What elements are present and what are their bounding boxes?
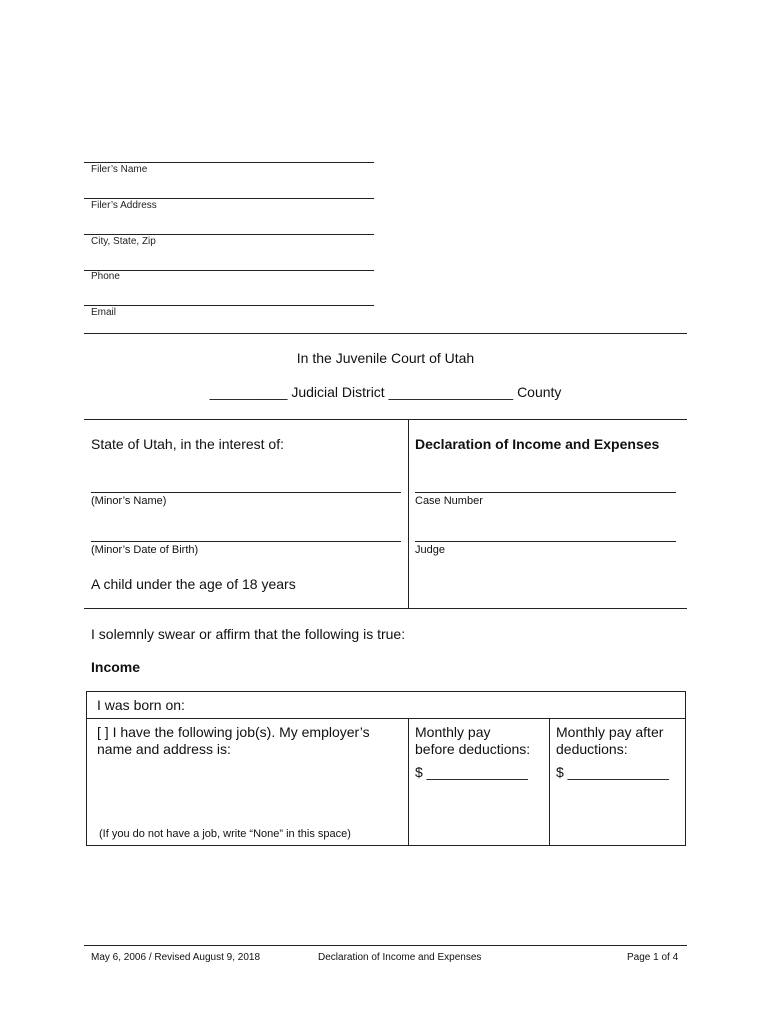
judge-label: Judge — [415, 544, 445, 556]
filer-phone-line[interactable] — [84, 270, 374, 271]
minor-dob-label: (Minor’s Date of Birth) — [91, 544, 199, 556]
filer-address-label: Filer’s Address — [91, 200, 157, 211]
pay-after-amount[interactable]: $ _____________ — [556, 764, 669, 780]
case-number-label: Case Number — [415, 495, 483, 507]
filer-address-line[interactable] — [84, 198, 374, 199]
district-label: Judicial District — [291, 384, 385, 400]
county-label: County — [517, 384, 562, 400]
pay-before-cell — [415, 724, 530, 758]
footer-divider — [84, 945, 687, 946]
pay-before-label1: Monthly pay — [415, 724, 491, 740]
pay-after-label1: Monthly pay after — [556, 724, 664, 740]
district-blank[interactable]: __________ — [209, 384, 288, 400]
judge-blank[interactable] — [415, 541, 676, 542]
jobs-cell-text — [97, 724, 370, 758]
child-note: A child under the age of 18 years — [91, 576, 296, 592]
court-title: In the Juvenile Court of Utah — [296, 350, 475, 366]
interest-of-text: State of Utah, in the interest of: — [91, 436, 284, 452]
job-checkbox[interactable]: [ ] — [97, 724, 109, 740]
caption-bottom-divider — [84, 608, 687, 609]
pay-before-label2: before deductions: — [415, 741, 531, 757]
jobs-text-line1: I have the following job(s). My employer’s — [112, 724, 370, 740]
minor-name-blank[interactable] — [91, 492, 401, 493]
footer-page-number: Page 1 of 4 — [627, 952, 679, 963]
filer-email-line[interactable] — [84, 305, 374, 306]
born-on-field[interactable]: I was born on: — [97, 697, 185, 713]
jobs-text-line2: name and address is: — [97, 741, 231, 757]
filer-email-label: Email — [91, 307, 117, 318]
filer-city-line[interactable] — [84, 234, 374, 235]
footer-title: Declaration of Income and Expenses — [318, 952, 482, 963]
minor-name-label: (Minor’s Name) — [91, 495, 167, 507]
case-number-blank[interactable] — [415, 492, 676, 493]
oath-statement: I solemnly swear or affirm that the following is true: — [91, 626, 406, 642]
table-row-divider — [87, 718, 685, 719]
pay-after-cell — [556, 724, 663, 758]
no-job-note: (If you do not have a job, write “None” in this space) — [99, 828, 351, 840]
county-blank[interactable]: ________________ — [388, 384, 514, 400]
pay-before-amount[interactable]: $ _____________ — [415, 764, 528, 780]
minor-dob-blank[interactable] — [91, 541, 401, 542]
filer-city-label: City, State, Zip — [91, 236, 156, 247]
table-col-divider-2 — [549, 718, 550, 845]
income-heading: Income — [91, 659, 141, 675]
pay-after-label2: deductions: — [556, 741, 628, 757]
section-divider — [84, 333, 687, 334]
district-county-line — [84, 384, 687, 400]
footer-dates: May 6, 2006 / Revised August 9, 2018 — [91, 952, 260, 963]
table-col-divider-1 — [408, 718, 409, 845]
document-title: Declaration of Income and Expenses — [415, 436, 660, 452]
filer-name-line[interactable] — [84, 162, 374, 163]
filer-phone-label: Phone — [91, 271, 120, 282]
filer-name-label: Filer’s Name — [91, 164, 148, 175]
income-table — [86, 691, 686, 846]
